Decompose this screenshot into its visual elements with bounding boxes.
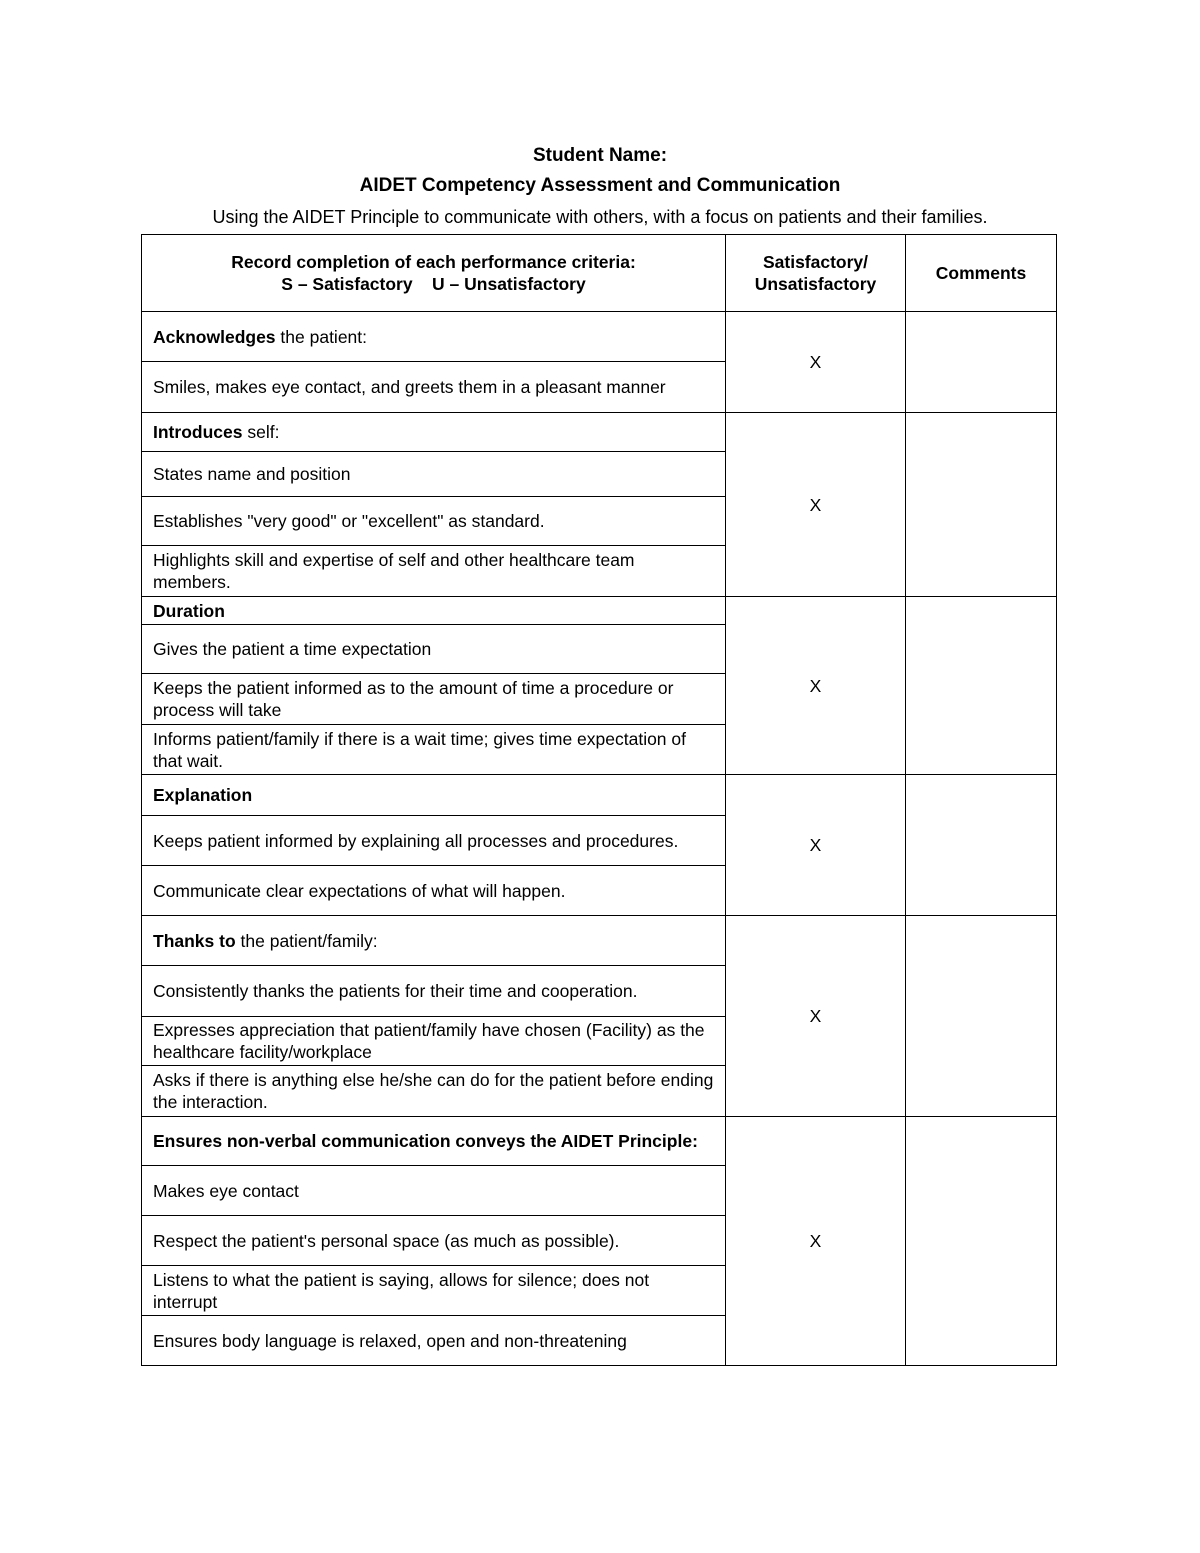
comments-cell: [906, 312, 1057, 413]
student-name-label: Student Name:: [532, 145, 668, 166]
page-subtitle: Using the AIDET Principle to communicate with others, with a focus on patients and their families.: [212, 207, 988, 227]
rating-header-line1: Satisfactory/: [762, 252, 869, 272]
criterion-text: Makes eye contact: [142, 1166, 726, 1216]
criterion-text: Listens to what the patient is saying, allows for silence; does not interrupt: [142, 1266, 726, 1316]
criteria-column-header: [142, 235, 726, 312]
page-title: AIDET Competency Assessment and Communication: [359, 175, 841, 196]
criterion-text: States name and position: [142, 452, 726, 497]
criterion-text: Keeps the patient informed as to the amount of time a procedure or process will take: [142, 674, 726, 725]
criterion-text: Expresses appreciation that patient/family have chosen (Facility) as the healthcare facility/workplace: [142, 1017, 726, 1066]
rating-mark: X: [726, 916, 906, 1117]
criterion-text: Respect the patient's personal space (as much as possible).: [142, 1216, 726, 1266]
criterion-text: Ensures body language is relaxed, open and non-threatening: [142, 1316, 726, 1366]
criteria-header-line2: S – Satisfactory U – Unsatisfactory: [281, 274, 586, 294]
section-title: Duration: [142, 597, 726, 625]
section-title: Acknowledges the patient:: [142, 312, 726, 362]
comments-cell: [906, 916, 1057, 1117]
criterion-text: Highlights skill and expertise of self and other healthcare team members.: [142, 546, 726, 597]
criterion-text: Informs patient/family if there is a wait time; gives time expectation of that wait.: [142, 725, 726, 775]
rating-mark: X: [726, 312, 906, 413]
section-title-row: [142, 597, 1057, 625]
assessment-table: [141, 234, 1057, 1366]
criterion-text: Consistently thanks the patients for their time and cooperation.: [142, 966, 726, 1017]
comments-cell: [906, 597, 1057, 775]
section-title-row: [142, 916, 1057, 966]
section-title: Ensures non-verbal communication conveys the AIDET Principle:: [142, 1117, 726, 1166]
rating-mark: X: [726, 597, 906, 775]
rating-mark: X: [726, 1117, 906, 1366]
criterion-text: Smiles, makes eye contact, and greets them in a pleasant manner: [142, 362, 726, 413]
rating-mark: X: [726, 413, 906, 597]
section-title: Introduces self:: [142, 413, 726, 452]
comments-cell: [906, 775, 1057, 916]
rating-column-header: [726, 235, 906, 312]
table-header-row: [142, 235, 1057, 312]
section-title-row: [142, 1117, 1057, 1166]
section-title: Explanation: [142, 775, 726, 816]
comments-cell: [906, 1117, 1057, 1366]
section-title-row: [142, 312, 1057, 362]
rating-mark: X: [726, 775, 906, 916]
criterion-text: Gives the patient a time expectation: [142, 625, 726, 674]
criterion-text: Asks if there is anything else he/she can do for the patient before ending the interaction.: [142, 1066, 726, 1117]
criterion-text: Establishes "very good" or "excellent" as standard.: [142, 497, 726, 546]
comments-column-header: Comments: [906, 235, 1057, 312]
criterion-text: Keeps patient informed by explaining all processes and procedures.: [142, 816, 726, 866]
section-title-row: [142, 775, 1057, 816]
section-title-row: [142, 413, 1057, 452]
section-title: Thanks to the patient/family:: [142, 916, 726, 966]
comments-cell: [906, 413, 1057, 597]
rating-header-line2: Unsatisfactory: [754, 274, 877, 294]
criteria-header-line1: Record completion of each performance criteria:: [231, 252, 636, 272]
criterion-text: Communicate clear expectations of what will happen.: [142, 866, 726, 916]
